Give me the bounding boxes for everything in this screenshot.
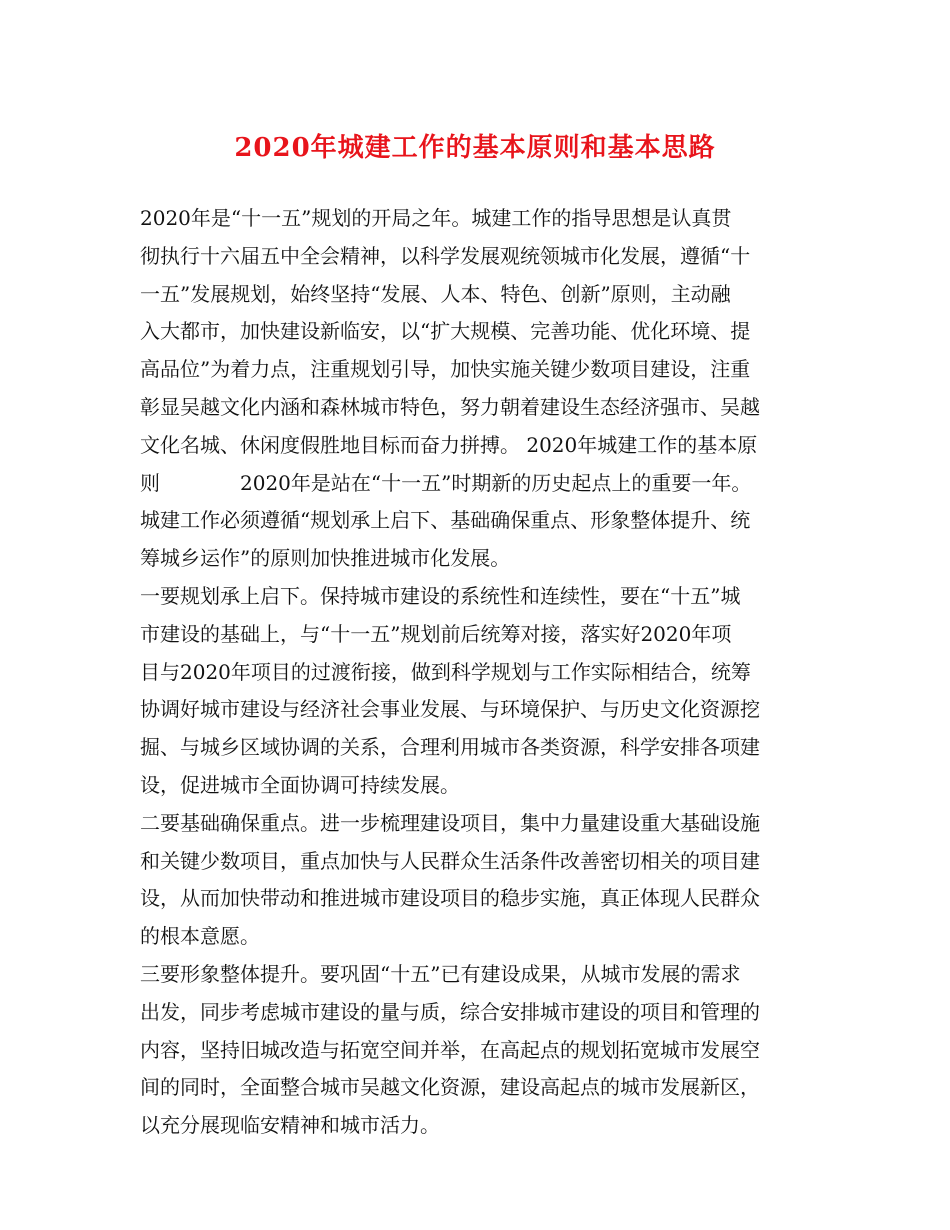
text-line: 以充分展现临安精神和城市活力。 [140,1113,440,1138]
document-title: 2020年城建工作的基本原则和基本思路 [234,133,716,163]
text-line: 文化名城、休闲度假胜地目标而奋力拼搏。 2020年城建工作的基本原 [140,432,758,457]
text-line: 高品位”为着力点，注重规划引导，加快实施关键少数项目建设，注重 [140,357,751,382]
text-line: 一五”发展规划，始终坚持“发展、人本、特色、创新”原则，主动融 [140,281,731,306]
text-line: 2020年是“十一五”规划的开局之年。城建工作的指导思想是认真贯 [140,206,732,230]
text-line: 和关键少数项目，重点加快与人民群众生活条件改善密切相关的项目建 [140,848,760,873]
document-body [140,200,820,1145]
text-line: 协调好城市建设与经济社会事业发展、与环境保护、与历史文化资源挖 [140,697,760,722]
text-line: 城建工作必须遵循“规划承上启下、基础确保重点、形象整体提升、统 [140,508,751,533]
text-line: 二要基础确保重点。进一步梳理建设项目，集中力量建设重大基础设施 [140,810,760,835]
text-line: 间的同时，全面整合城市吴越文化资源，建设高起点的城市发展新区， [140,1075,760,1100]
text-line: 彰显吴越文化内涵和森林城市特色，努力朝着建设生态经济强市、吴越 [140,394,760,419]
text-line: 入大都市，加快建设新临安，以“扩大规模、完善功能、优化环境、提 [140,319,751,344]
text-line: 一要规划承上启下。保持城市建设的系统性和连续性，要在“十五”城 [140,583,741,608]
text-line: 内容，坚持旧城改造与拓宽空间并举，在高起点的规划拓宽城市发展空 [140,1037,760,1062]
text-line: 市建设的基础上，与“十一五”规划前后统筹对接，落实好2020年项 [140,621,732,646]
text-line: 筹城乡运作”的原则加快推进城市化发展。 [140,546,511,571]
text-line: 出发，同步考虑城市建设的量与质，综合安排城市建设的项目和管理的 [140,999,760,1024]
text-line: 设，促进城市全面协调可持续发展。 [140,772,460,797]
text-line: 彻执行十六届五中全会精神，以科学发展观统领城市化发展，遵循“十 [140,243,751,268]
text-line: 掘、与城乡区域协调的关系，合理利用城市各类资源，科学安排各项建 [140,735,760,760]
text-line: 三要形象整体提升。要巩固“十五”已有建设成果，从城市发展的需求 [140,961,741,986]
text-line: 设，从而加快带动和推进城市建设项目的稳步实施，真正体现人民群众 [140,886,760,911]
text-line: 的根本意愿。 [140,924,260,949]
text-line: 目与2020年项目的过渡衔接，做到科学规划与工作实际相结合，统筹 [140,659,751,684]
text-line: 则 2020年是站在“十一五”时期新的历史起点上的重要一年。 [140,470,752,495]
